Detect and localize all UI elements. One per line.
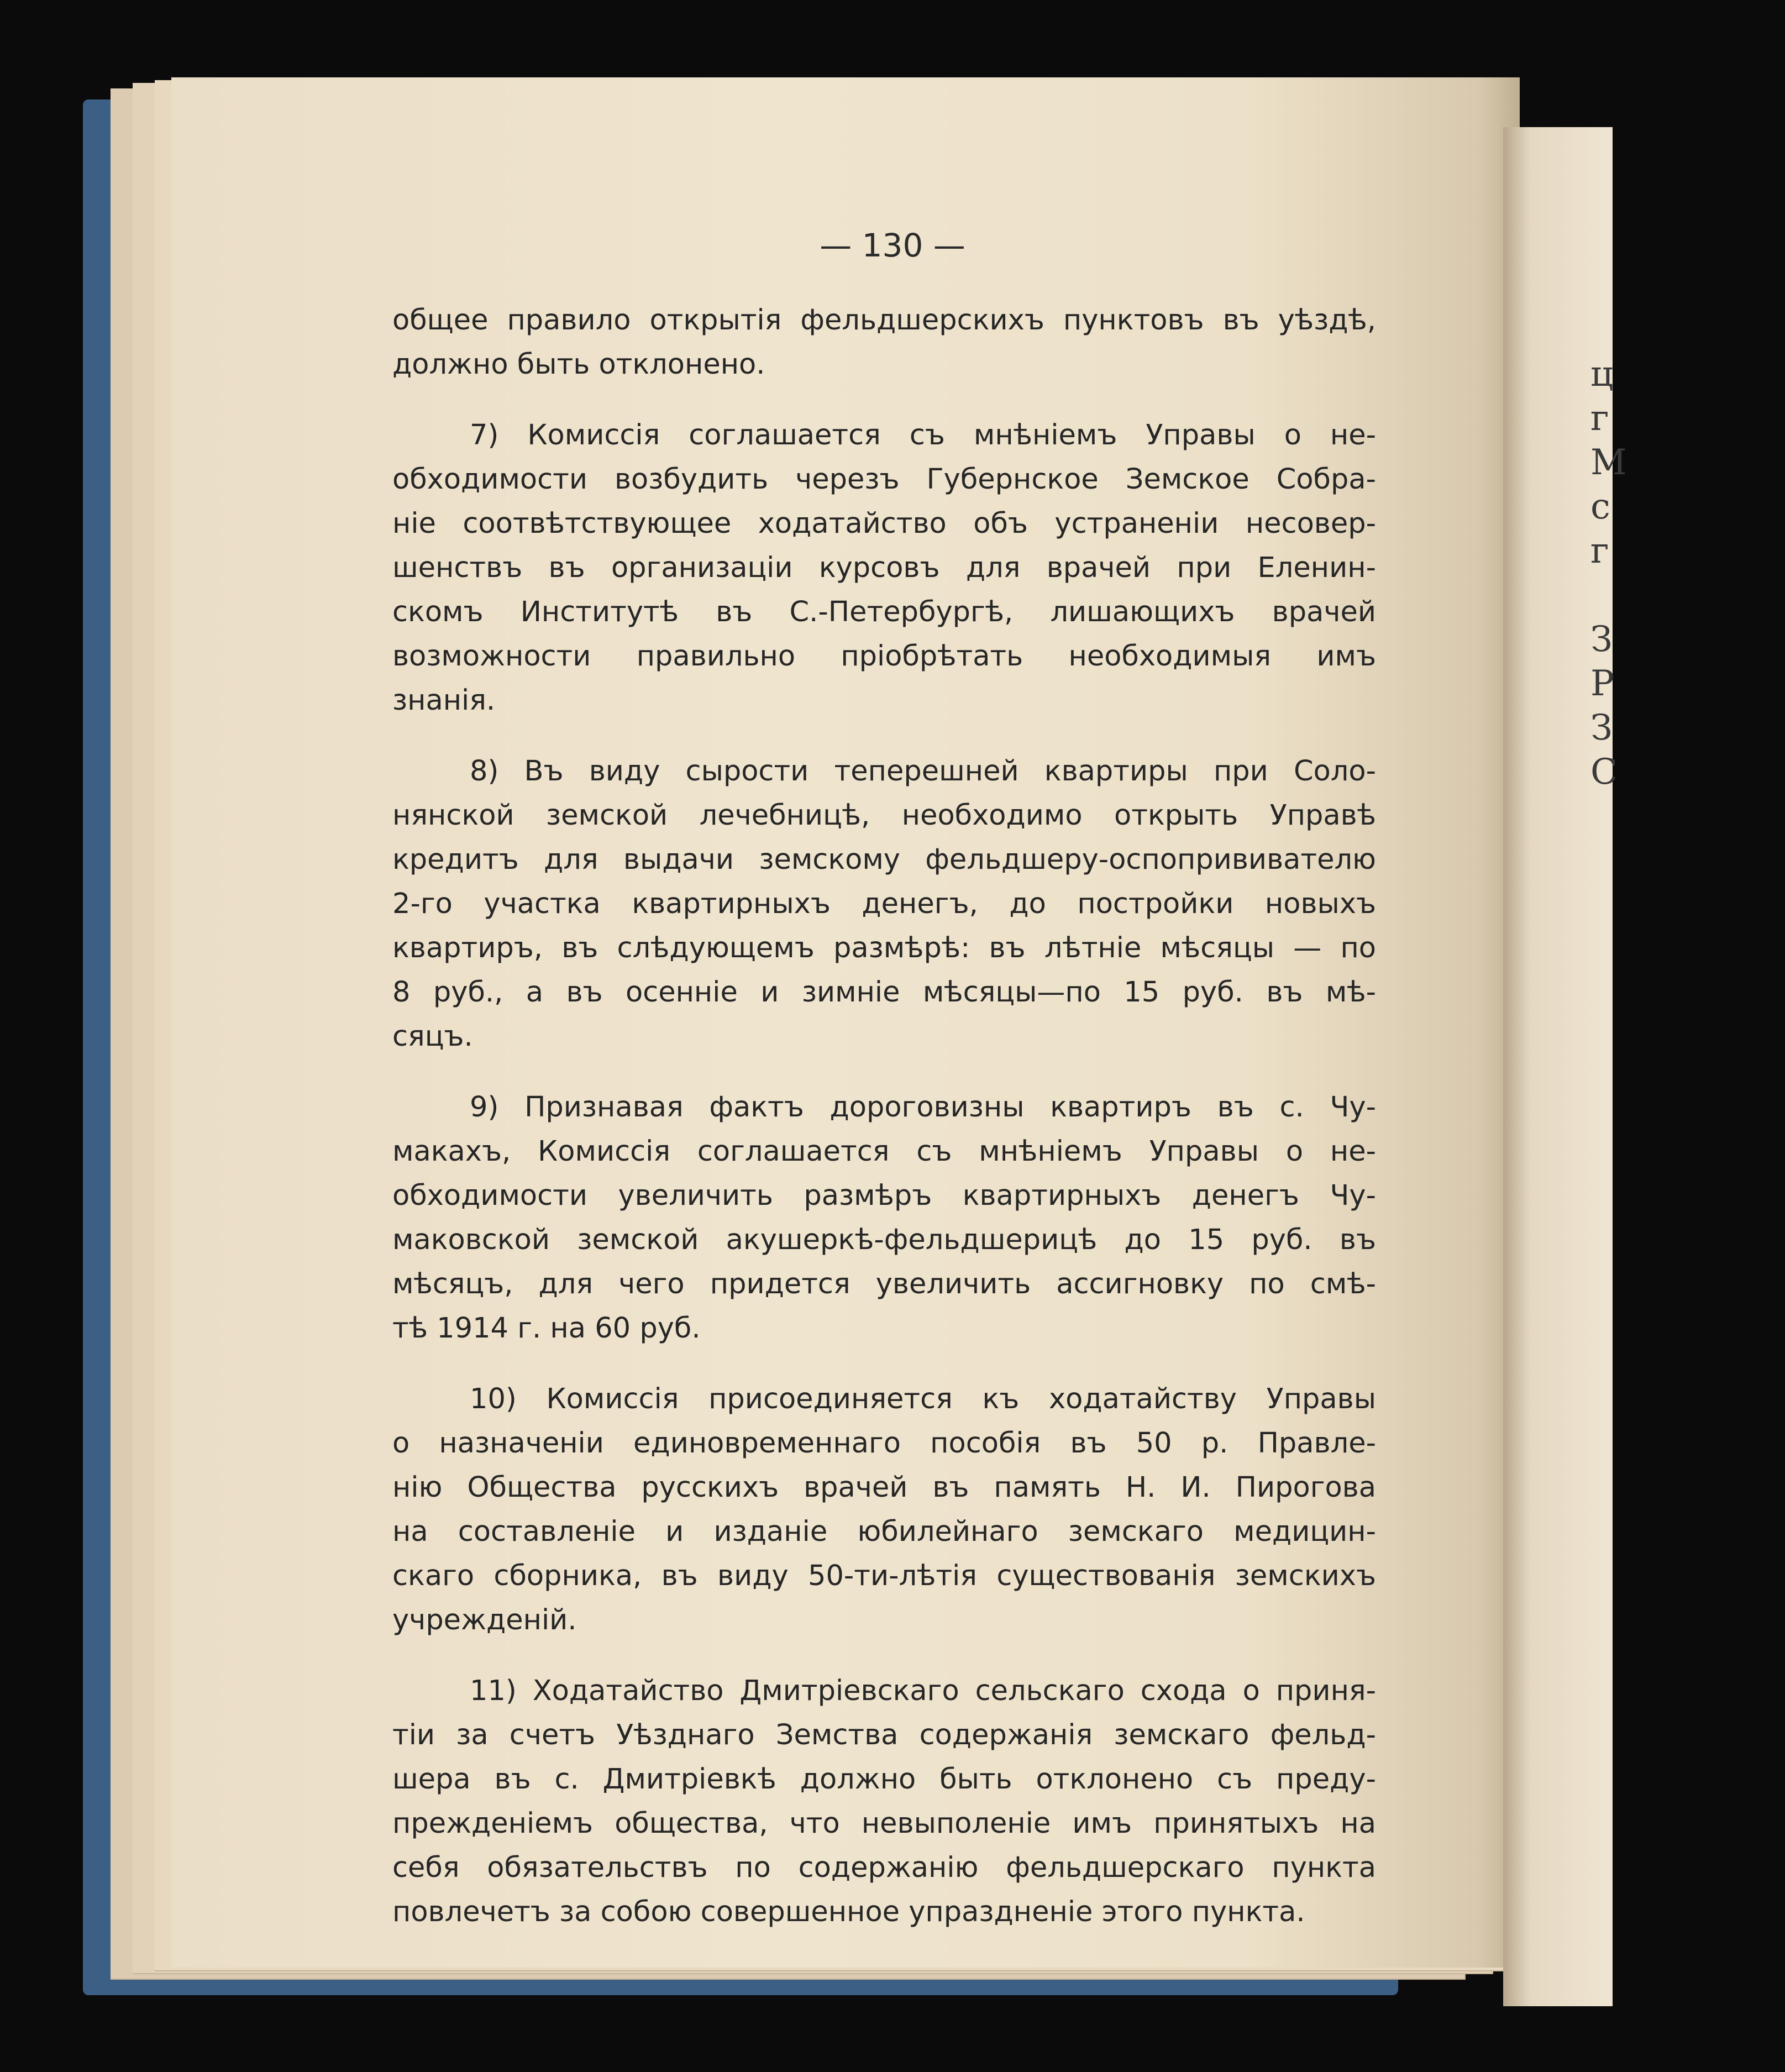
facing-glyph: г <box>1590 531 1609 571</box>
text-line: тіи за счетъ Уѣзднаго Земства содержанія земскаго фельд- <box>392 1719 1376 1751</box>
text-line: нію Общества русскихъ врачей въ память Н. И. Пирогова <box>392 1471 1376 1504</box>
text-line: сяцъ. <box>392 1020 473 1053</box>
text-line: маковской земской акушеркѣ-фельдшерицѣ до 15 руб. въ <box>392 1224 1376 1256</box>
text-line: ніе соотвѣтствующее ходатайство объ устраненіи несовер- <box>392 507 1376 540</box>
paragraph <box>392 1669 1376 1934</box>
text-line: мѣсяцъ, для чего придется увеличить ассигновку по смѣ- <box>392 1268 1376 1300</box>
text-line: шера въ с. Дмитріевкѣ должно быть отклонено съ преду- <box>392 1763 1376 1796</box>
text-line: знанія. <box>392 684 496 717</box>
facing-glyph: г <box>1590 398 1609 439</box>
text-line: обходимости возбудить черезъ Губернское Земское Собра- <box>392 463 1376 496</box>
text-line: квартиръ, въ слѣдующемъ размѣрѣ: въ лѣтніе мѣсяцы — по <box>392 932 1376 964</box>
text-line: обходимости увеличить размѣръ квартирныхъ денегъ Чу- <box>392 1179 1376 1212</box>
facing-glyph: Р <box>1590 663 1615 704</box>
paragraph <box>392 413 1376 723</box>
text-line: о назначеніи единовременнаго пособія въ 50 р. Правле- <box>392 1427 1376 1460</box>
paragraph <box>392 1377 1376 1643</box>
text-line: тѣ 1914 г. на 60 руб. <box>392 1312 701 1345</box>
text-line: скаго сборника, въ виду 50-ти-лѣтія существованія земскихъ <box>392 1560 1376 1592</box>
text-line: повлечетъ за собою совершенное упраздненіе этого пункта. <box>392 1896 1305 1928</box>
paragraph <box>392 1085 1376 1351</box>
text-line: учрежденій. <box>392 1604 577 1636</box>
page-body <box>392 298 1376 1961</box>
text-line: прежденіемъ общества, что невыполеніе имъ принятыхъ на <box>392 1807 1376 1840</box>
facing-glyph: М <box>1590 442 1627 483</box>
text-line: макахъ, Комиссія соглашается съ мнѣніемъ Управы о не- <box>392 1135 1376 1168</box>
text-line: 9) Признавая фактъ дороговизны квартиръ въ с. Чу- <box>470 1091 1376 1124</box>
text-line: 8) Въ виду сырости теперешней квартиры при Соло- <box>470 755 1376 788</box>
facing-glyph: С <box>1590 752 1618 793</box>
text-line: должно быть отклонено. <box>392 348 765 381</box>
text-line: шенствъ въ организаціи курсовъ для врачей при Еленин- <box>392 552 1376 584</box>
facing-glyph: ц <box>1590 354 1614 395</box>
text-line: на составленіе и изданіе юбилейнаго земскаго медицин- <box>392 1515 1376 1548</box>
text-line: нянской земской лечебницѣ, необходимо открыть Управѣ <box>392 799 1376 832</box>
text-line: 11) Ходатайство Дмитріевскаго сельскаго схода о приня- <box>470 1675 1376 1707</box>
text-line: себя обязательствъ по содержанію фельдшерскаго пункта <box>392 1851 1376 1884</box>
page-number: — 130 — <box>820 227 965 264</box>
facing-glyph: З <box>1590 707 1613 748</box>
text-line: 8 руб., а въ осенніе и зимніе мѣсяцы—по 15 руб. въ мѣ- <box>392 976 1376 1009</box>
text-line: 10) Комиссія присоединяется къ ходатайству Управы <box>470 1383 1376 1415</box>
paragraph <box>392 298 1376 387</box>
text-line: кредитъ для выдачи земскому фельдшеру-оспопрививателю <box>392 843 1376 876</box>
facing-glyph: с <box>1590 486 1610 527</box>
facing-glyph: З <box>1590 619 1613 660</box>
text-line: 2-го участка квартирныхъ денегъ, до постройки новыхъ <box>392 888 1376 920</box>
paragraph <box>392 749 1376 1059</box>
text-line: общее правило открытія фельдшерскихъ пунктовъ въ уѣздѣ, <box>392 304 1376 337</box>
text-line: возможности правильно пріобрѣтать необходимыя имъ <box>392 640 1376 673</box>
text-line: скомъ Институтѣ въ С.-Петербургѣ, лишающихъ врачей <box>392 596 1376 628</box>
text-line: 7) Комиссія соглашается съ мнѣніемъ Управы о не- <box>470 419 1376 452</box>
